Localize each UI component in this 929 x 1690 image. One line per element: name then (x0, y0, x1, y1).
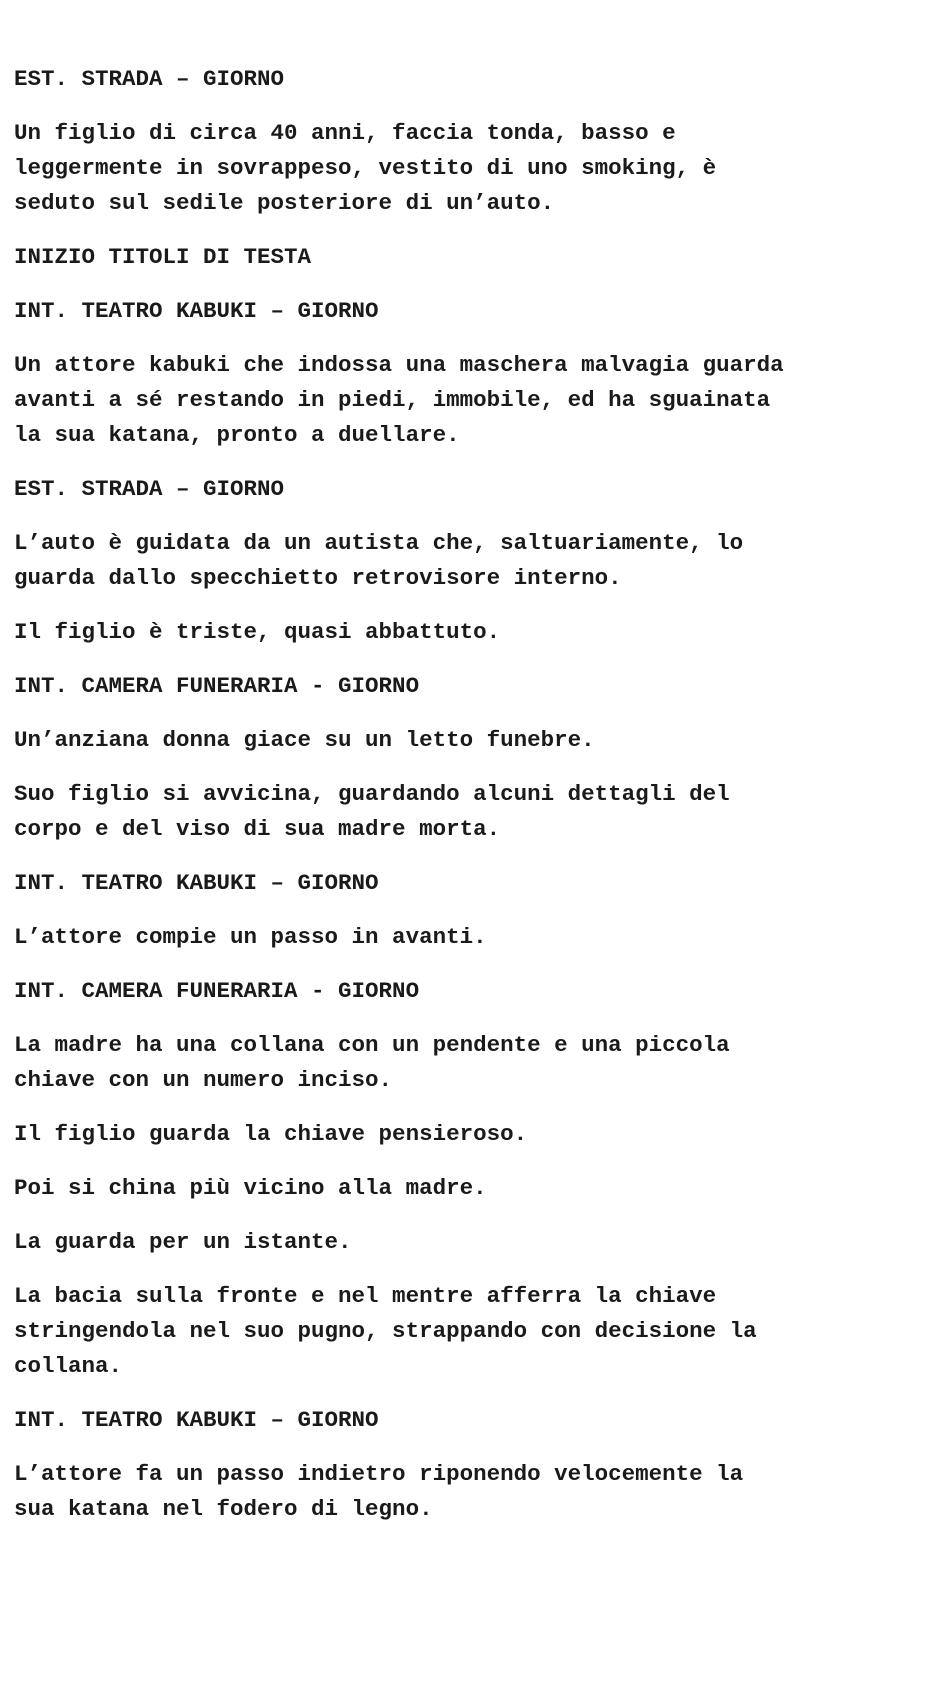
action-10: Poi si china più vicino alla madre. (14, 1175, 487, 1201)
action-11: La guarda per un istante. (14, 1229, 352, 1255)
action-2: Un attore kabuki che indossa una maschera malvagia guarda avanti a sé restando in piedi, immobile, ed ha sguainata la sua katana, pronto a duellare. (14, 352, 784, 448)
scene-heading-4: INT. CAMERA FUNERARIA - GIORNO (14, 673, 420, 699)
scene-heading-1: EST. STRADA – GIORNO (14, 66, 285, 92)
scene-heading-2: INT. TEATRO KABUKI – GIORNO (14, 298, 379, 324)
action-8: La madre ha una collana con un pendente e una piccola chiave con un numero inciso. (14, 1032, 730, 1093)
scene-heading-6: INT. CAMERA FUNERARIA - GIORNO (14, 978, 420, 1004)
action-9: Il figlio guarda la chiave pensieroso. (14, 1121, 528, 1147)
action-7: L’attore compie un passo in avanti. (14, 924, 487, 950)
transition-titles: INIZIO TITOLI DI TESTA (14, 244, 312, 270)
action-1: Un figlio di circa 40 anni, faccia tonda, basso e leggermente in sovrappeso, vestito di uno smoking, è seduto sul sedile posteriore di un’auto. (14, 120, 717, 216)
action-13: L’attore fa un passo indietro riponendo velocemente la sua katana nel fodero di legno. (14, 1461, 744, 1522)
scene-heading-3: EST. STRADA – GIORNO (14, 476, 285, 502)
action-6: Suo figlio si avvicina, guardando alcuni dettagli del corpo e del viso di sua madre morta. (14, 781, 730, 842)
action-12: La bacia sulla fronte e nel mentre afferra la chiave stringendola nel suo pugno, strappando con decisione la collana. (14, 1283, 757, 1379)
action-4: Il figlio è triste, quasi abbattuto. (14, 619, 501, 645)
action-5: Un’anziana donna giace su un letto funebre. (14, 727, 595, 753)
scene-heading-5: INT. TEATRO KABUKI – GIORNO (14, 870, 379, 896)
screenplay-page (14, 62, 914, 1546)
scene-heading-7: INT. TEATRO KABUKI – GIORNO (14, 1407, 379, 1433)
action-3: L’auto è guidata da un autista che, saltuariamente, lo guarda dallo specchietto retrovisore interno. (14, 530, 744, 591)
